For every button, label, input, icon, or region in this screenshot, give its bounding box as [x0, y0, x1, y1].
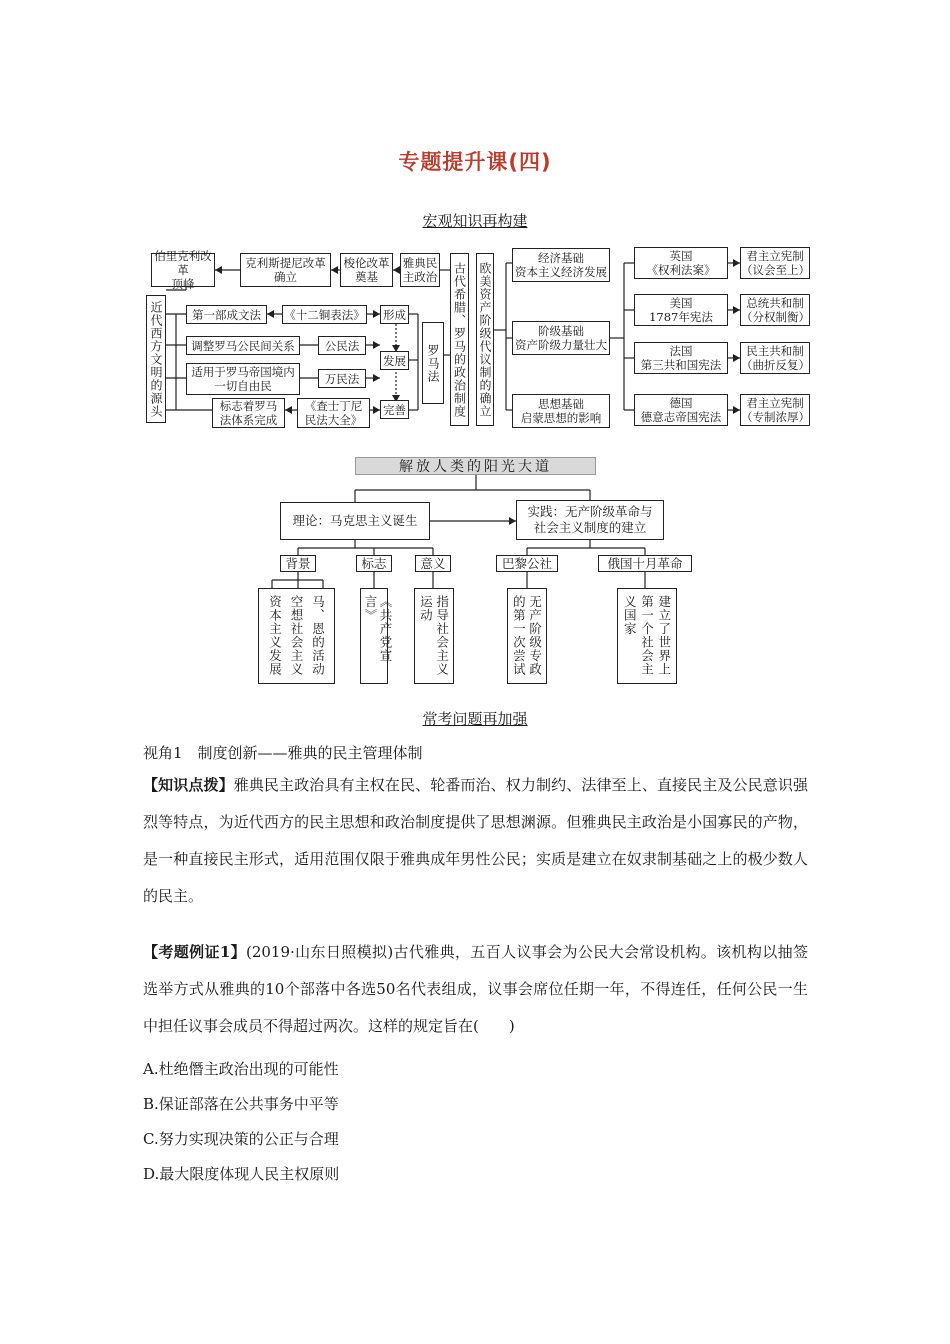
- option-c: C.努力实现决策的公正与合理: [143, 1130, 339, 1148]
- tip-text: 雅典民主政治具有主权在民、轮番而治、权力制约、法律至上、直接民主及公民意识强烈等特点，为近代西方的民主思想和政治制度提供了思想渊源。但雅典民主政治是小国寡民的产物，是一种直接民主形式，适用范围仅限于雅典成年男性公民；实质是建立在奴隶制基础之上的极少数人的民主。: [143, 776, 808, 905]
- section-heading-macro: 宏观知识再构建: [422, 212, 528, 230]
- paris-item-dictatorship: 无产阶级专政: [527, 595, 543, 676]
- oct-item-state: 义国家: [622, 595, 638, 636]
- france-box: 法国 第三共和国宪法: [634, 342, 728, 374]
- development-box: 发展: [380, 351, 409, 370]
- cleisthenes-reform-box: 克利斯提尼改革 确立: [240, 253, 331, 287]
- bg-item-marx-engels: 马、恩的活动: [310, 595, 326, 676]
- solon-reform-box: 梭伦改革 奠基: [340, 253, 393, 287]
- angle-heading: 视角1 制度创新——雅典的民主管理体制: [143, 744, 423, 762]
- example-paragraph: [143, 934, 808, 1045]
- meaning-item-guide: 指导社会主义: [434, 595, 450, 676]
- october-revolution-box: 俄国十月革命: [598, 555, 692, 572]
- uk-result-box: 君主立宪制 （议会至上）: [741, 249, 810, 277]
- page-title: 专题提升课(四): [398, 150, 552, 174]
- first-written-law-box: 第一部成文法: [186, 305, 267, 324]
- option-d: D.最大限度体现人民主权原则: [143, 1165, 340, 1183]
- civil-law-box: 公民法: [318, 336, 366, 355]
- economic-base-box: 经济基础 资本主义经济发展: [512, 248, 610, 282]
- thought-base-box: 思想基础 启蒙思想的影响: [512, 394, 610, 428]
- marks-complete-box: 标志着罗马 法体系完成: [212, 398, 285, 428]
- sign-item-manifesto: 《共产党宣言》: [363, 595, 393, 663]
- oct-item-established: 建立了世界上: [656, 595, 672, 676]
- us-box: 美国 1787年宪法: [634, 294, 728, 326]
- perfection-box: 完善: [380, 400, 409, 419]
- bg-item-utopian: 空想社会主义: [289, 595, 304, 676]
- germany-box: 德国 德意志帝国宪法: [634, 394, 728, 426]
- roman-law-box: 罗马法: [422, 322, 444, 404]
- sign-box: 标志: [356, 555, 392, 572]
- euro-bourgeois-box: 欧美资产阶级代议制的确立: [476, 253, 494, 426]
- option-a: A.杜绝僭主政治出现的可能性: [143, 1060, 339, 1078]
- france-result-box: 民主共和制 （曲折反复）: [741, 344, 810, 372]
- knowledge-tip-paragraph: [143, 767, 808, 915]
- paris-item-first-attempt: 的第一次尝试: [511, 595, 527, 676]
- section-heading-practice: 常考问题再加强: [422, 710, 528, 728]
- formation-box: 形成: [380, 305, 409, 324]
- liberation-banner: 解放人类的阳光大道: [355, 457, 596, 475]
- germany-result-box: 君主立宪制 （专制浓厚）: [741, 396, 810, 424]
- bg-item-capitalism: 资本主义发展: [267, 595, 283, 676]
- class-base-box: 阶级基础 资产阶级力量壮大: [512, 321, 610, 355]
- october-details-box: [617, 588, 677, 684]
- background-box: 背景: [280, 555, 316, 572]
- periclean-reform-box: 伯里克利改革 顶峰: [151, 253, 215, 287]
- practice-box: 实践：无产阶级革命与 社会主义制度的建立: [516, 500, 664, 540]
- twelve-tables-box: 《十二铜表法》: [282, 305, 367, 324]
- example-text: (2019·山东日照模拟)古代雅典，五百人议事会为公民大会常设机构。该机构以抽签选举方式从雅典的10个部落中各选50名代表组成，议事会席位任期一年，不得连任，任何公民一生中担任议事会成员不得超过两次。这样的规定旨在( ): [143, 943, 808, 1035]
- athens-democracy-box: 雅典民 主政治: [400, 253, 440, 287]
- example-label: 【考题例证1】: [143, 943, 246, 961]
- us-result-box: 总统共和制 （分权制衡）: [741, 296, 810, 324]
- all-free-people-box: 适用于罗马帝国境内 一切自由民: [186, 363, 300, 395]
- modern-west-origin-box: 近代西方文明的源头: [146, 295, 166, 423]
- meaning-details-box: [414, 588, 454, 684]
- jus-gentium-box: 万民法: [318, 369, 366, 388]
- paris-details-box: [507, 588, 547, 684]
- meaning-box: 意义: [415, 555, 451, 572]
- oct-item-first-socialist: 第一个社会主: [639, 595, 655, 676]
- ancient-greece-rome-box: 古代希腊、罗马的政治制度: [450, 253, 469, 426]
- paris-commune-box: 巴黎公社: [496, 555, 558, 572]
- meaning-item-movement: 运动: [418, 595, 434, 622]
- background-details-box: [258, 588, 335, 684]
- adjust-relations-box: 调整罗马公民间关系: [186, 336, 300, 355]
- theory-box: 理论：马克思主义诞生: [280, 502, 430, 540]
- option-b: B.保证部落在公共事务中平等: [143, 1095, 339, 1113]
- tip-label: 【知识点拨】: [143, 776, 234, 794]
- sign-details-box: [360, 588, 393, 684]
- corpus-juris-box: 《查士丁尼 民法大全》: [297, 398, 370, 428]
- uk-box: 英国 《权利法案》: [634, 247, 728, 279]
